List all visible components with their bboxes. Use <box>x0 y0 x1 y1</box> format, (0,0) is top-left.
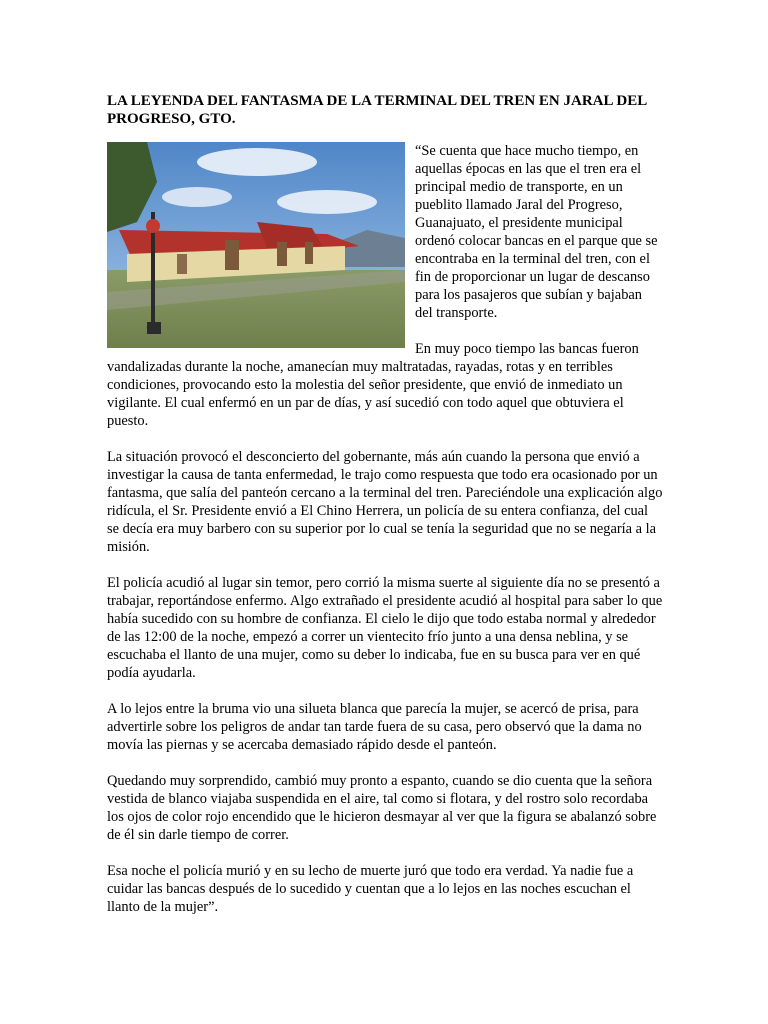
paragraph: La situación provocó el desconcierto del gobernante, más aún cuando la persona que envió a investigar la causa de tanta enfermedad, le trajo como respuesta que todo era ocasionado por un fantasma, que salía del panteón cercano a la terminal del tren. Pareciéndole una explicación algo ridícula, el Sr. Presidente envió a El Chino Herrera, un policía de su entera confianza, del cual se decía era muy barbero con su superior por lo cual se tenía la seguridad que no se negaría a la misión. <box>107 449 663 555</box>
document-page <box>107 92 663 934</box>
train-station-photo <box>107 142 405 348</box>
document-body <box>107 142 663 916</box>
paragraph: Esa noche el policía murió y en su lecho de muerte juró que todo era verdad. Ya nadie fue a cuidar las bancas después de lo sucedido y cuentan que a lo lejos en las noches escuchan el llanto de la mujer”. <box>107 863 634 915</box>
paragraph: Quedando muy sorprendido, cambió muy pronto a espanto, cuando se dio cuenta que la señora vestida de blanco viajaba suspendida en el aire, tal como si flotara, y del rostro solo recordaba los ojos de color rojo encendido que le hicieron desmayar al ver que la figura se abalanzó sobre de él sin darle tiempo de correr. <box>107 773 657 843</box>
paragraph: En muy poco tiempo las bancas fueron vandalizadas durante la noche, amanecían muy maltratadas, rayadas, rotas y en terribles condiciones, provocando esto la molestia del señor presidente, que envió de inmediato un vigilante. El cual enfermó en un par de días, y así sucedió con todo aquel que obtuviera el puesto. <box>107 341 639 429</box>
document-title: LA LEYENDA DEL FANTASMA DE LA TERMINAL DEL TREN EN JARAL DEL PROGRESO, GTO. <box>107 93 647 127</box>
paragraph: “Se cuenta que hace mucho tiempo, en aquellas épocas en las que el tren era el principal medio de transporte, en un pueblito llamado Jaral del Progreso, Guanajuato, el presidente municipal ordenó colocar bancas en el parque que se encontraba en la terminal del tren, con el fin de proporcionar un lugar de descanso para los pasajeros que subían y bajaban del transporte. <box>415 143 658 321</box>
paragraph: A lo lejos entre la bruma vio una silueta blanca que parecía la mujer, se acercó de prisa, para advertirle sobre los peligros de andar tan tarde fuera de su casa, pero observó que la dama no movía las piernas y se acercaba demasiado rápido desde el panteón. <box>107 701 642 753</box>
paragraph: El policía acudió al lugar sin temor, pero corrió la misma suerte al siguiente día no se presentó a trabajar, reportándose enfermo. Algo extrañado el presidente acudió al hospital para saber lo que había sucedido con su hombre de confianza. El cielo le dijo que todo estaba normal y alrededor de las 12:00 de la noche, empezó a correr un vientecito frío junto a una densa neblina, y se escuchaba el llanto de una mujer, como su deber lo indicaba, fue en su busca para ver en qué podía ayudarla. <box>107 575 663 681</box>
